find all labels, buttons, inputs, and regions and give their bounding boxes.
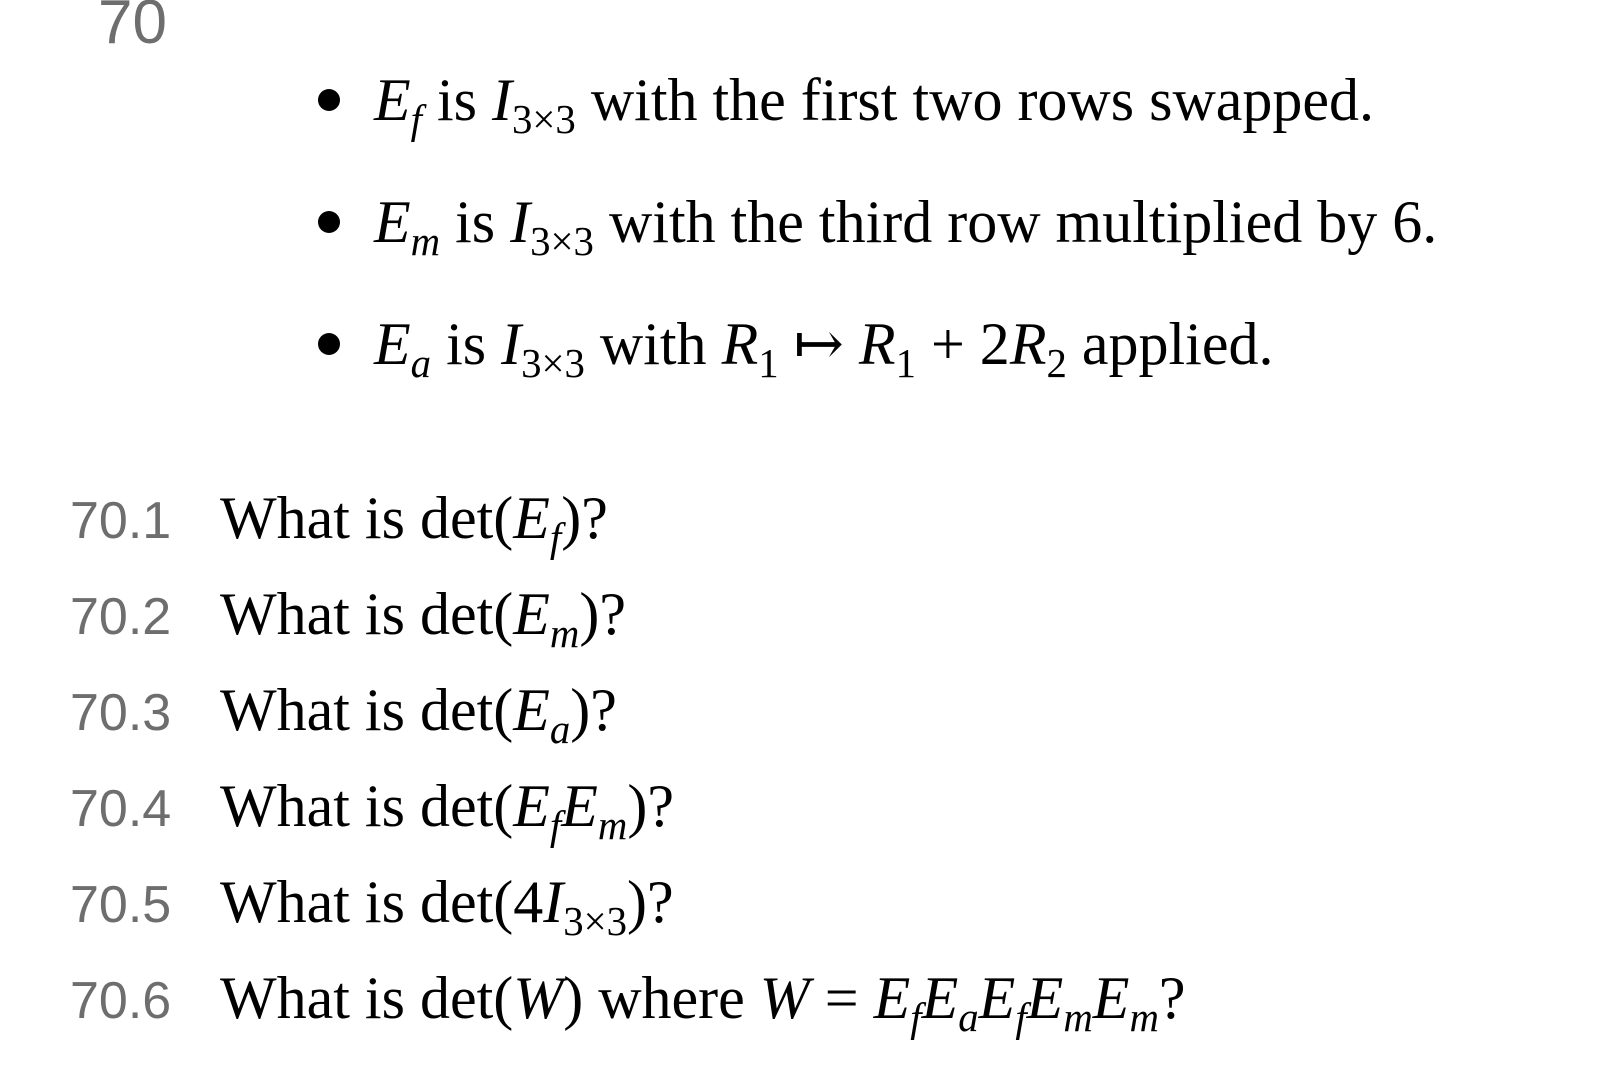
question-70-6 <box>70 965 1186 1048</box>
text: with <box>584 311 722 377</box>
question-text: )? <box>627 773 674 839</box>
math-symbol: W <box>513 965 564 1031</box>
text: is <box>422 67 493 133</box>
question-number: 70.2 <box>70 588 172 646</box>
math-symbol: E <box>374 67 411 133</box>
question-70-1 <box>70 485 608 568</box>
equals-sign: = <box>809 965 874 1031</box>
bullet-icon <box>318 211 340 233</box>
question-70-4 <box>70 773 674 856</box>
math-symbol: E <box>561 773 598 839</box>
math-subscript: a <box>410 341 432 387</box>
bullet-icon <box>318 333 340 355</box>
text: + 2 <box>915 311 1010 377</box>
question-text: )? <box>570 677 617 743</box>
math-symbol: E <box>1092 965 1130 1031</box>
math-subscript: f <box>910 995 922 1041</box>
math-symbol: I <box>510 189 531 255</box>
question-number: 70.4 <box>70 780 172 838</box>
definition-item-ea <box>318 311 1274 394</box>
math-symbol: E <box>873 965 911 1031</box>
math-symbol: R <box>858 311 896 377</box>
question-70-3 <box>70 677 617 760</box>
math-subscript: m <box>1129 995 1159 1041</box>
question-text: )? <box>579 581 626 647</box>
text: with the first two rows swapped. <box>575 67 1375 133</box>
question-number: 70.5 <box>70 876 172 934</box>
math-subscript: f <box>1015 995 1027 1041</box>
math-subscript: 3×3 <box>563 899 628 945</box>
maps-to-arrow: ↦ <box>778 311 859 377</box>
question-70-5 <box>70 869 674 952</box>
math-symbol: I <box>501 311 522 377</box>
math-symbol: E <box>513 677 550 743</box>
math-symbol: E <box>513 485 550 551</box>
math-subscript: m <box>597 803 628 849</box>
math-subscript: a <box>549 707 571 753</box>
math-symbol: E <box>374 311 411 377</box>
math-symbol: E <box>921 965 959 1031</box>
math-symbol: W <box>759 965 810 1031</box>
math-subscript: f <box>549 515 562 561</box>
problem-number: 70 <box>98 0 167 57</box>
question-70-2 <box>70 581 626 664</box>
question-text: ? <box>1158 965 1186 1031</box>
math-subscript: m <box>549 611 580 657</box>
math-subscript: m <box>1063 995 1093 1041</box>
text: is <box>440 189 511 255</box>
text: is <box>431 311 502 377</box>
question-text: What is det( <box>220 485 514 551</box>
question-text: )? <box>627 869 674 935</box>
math-subscript: 2 <box>1046 341 1067 387</box>
text: with the third row multiplied by 6. <box>593 189 1438 255</box>
math-subscript: 1 <box>758 341 779 387</box>
math-symbol: E <box>1026 965 1064 1031</box>
question-text: ) where <box>563 965 760 1031</box>
math-subscript: a <box>958 995 979 1041</box>
math-subscript: 1 <box>895 341 916 387</box>
question-text: What is det(4 <box>220 869 544 935</box>
text: applied. <box>1066 311 1274 377</box>
math-subscript: m <box>410 219 441 265</box>
definition-item-ef <box>318 67 1375 150</box>
math-symbol: E <box>513 581 550 647</box>
question-text: What is det( <box>220 677 514 743</box>
math-symbol: R <box>1009 311 1047 377</box>
question-number: 70.1 <box>70 492 172 550</box>
question-text: )? <box>561 485 608 551</box>
math-subscript: 3×3 <box>521 341 585 387</box>
math-subscript: f <box>549 803 562 849</box>
math-symbol: E <box>513 773 550 839</box>
question-text: What is det( <box>220 773 514 839</box>
math-symbol: R <box>721 311 759 377</box>
math-symbol: E <box>978 965 1016 1031</box>
bullet-icon <box>318 89 340 111</box>
math-subscript: f <box>410 97 422 143</box>
math-symbol: I <box>492 67 513 133</box>
question-number: 70.3 <box>70 684 172 742</box>
math-subscript: 3×3 <box>512 97 576 143</box>
math-subscript: 3×3 <box>530 219 594 265</box>
math-symbol: E <box>374 189 411 255</box>
question-text: What is det( <box>220 965 514 1031</box>
definition-item-em <box>318 189 1438 272</box>
question-number: 70.6 <box>70 972 172 1030</box>
math-symbol: I <box>543 869 564 935</box>
question-text: What is det( <box>220 581 514 647</box>
